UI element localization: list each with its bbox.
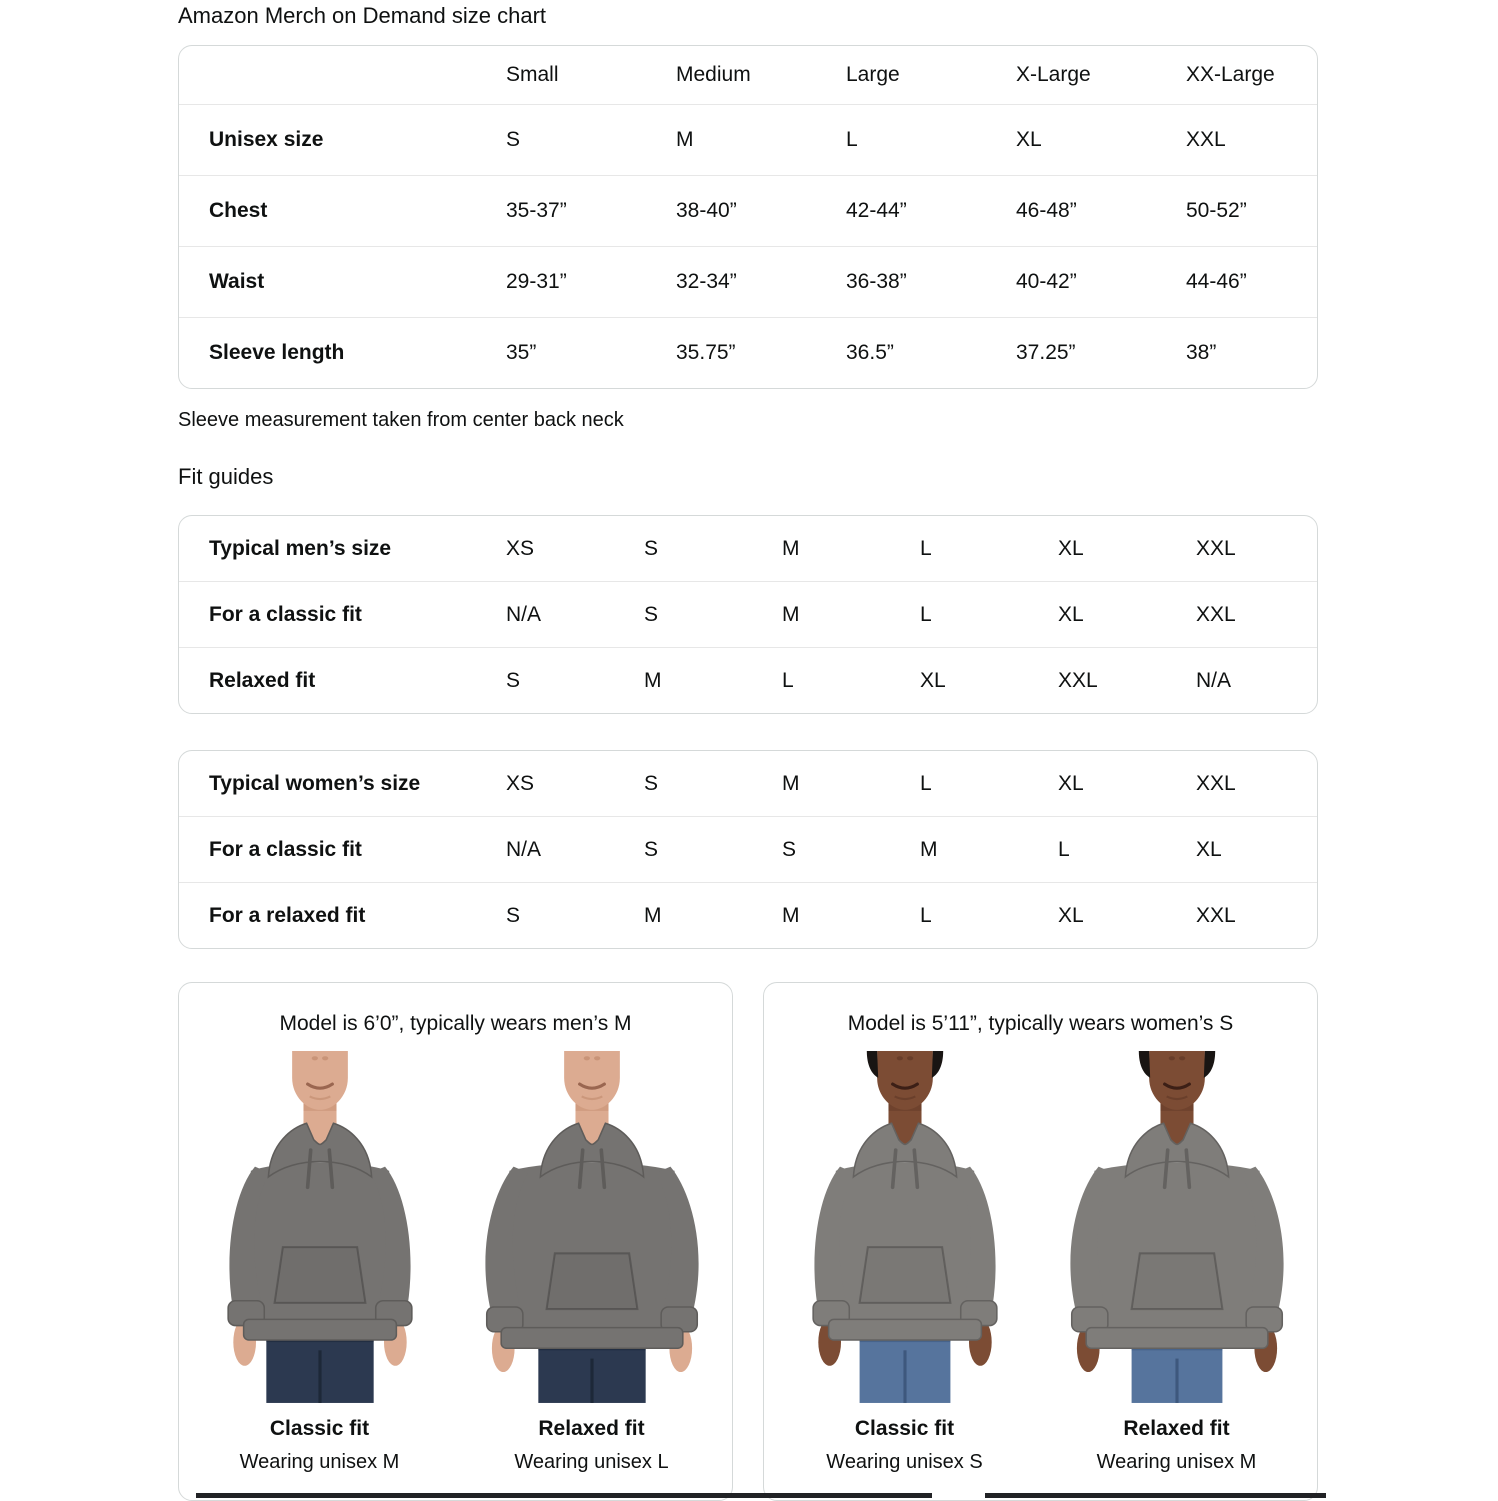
row-label: Sleeve length xyxy=(209,341,345,364)
model-photo xyxy=(1048,1051,1306,1403)
model-figure xyxy=(463,1051,721,1474)
table-row xyxy=(179,104,1317,175)
figure-wearing-label: Wearing unisex L xyxy=(514,1451,669,1473)
figure-fit-label: Relaxed fit xyxy=(1123,1417,1230,1440)
table-cell: 35-37” xyxy=(506,199,567,222)
table-row xyxy=(179,882,1317,948)
table-cell: S xyxy=(506,903,521,927)
table-cell: 32-34” xyxy=(676,270,737,293)
table-cell: XS xyxy=(506,536,535,560)
figures-row xyxy=(776,1051,1306,1474)
model-photo-holder xyxy=(463,1051,721,1403)
figure-fit-label: Classic fit xyxy=(269,1417,370,1440)
figure-wearing-label: Wearing unisex S xyxy=(826,1451,983,1473)
model-photo xyxy=(463,1051,721,1403)
figure-wearing-label: Wearing unisex M xyxy=(239,1451,400,1473)
hoodie-hem xyxy=(501,1328,683,1349)
table-cell: L xyxy=(782,668,794,692)
model-figure xyxy=(776,1051,1034,1474)
row-label: Typical men’s size xyxy=(209,536,392,560)
table-cell: XXL xyxy=(1196,602,1236,626)
table-cell: XL xyxy=(920,668,946,692)
table-cell: M xyxy=(782,602,800,626)
table-cell: N/A xyxy=(506,837,542,861)
table-cell: 36-38” xyxy=(846,270,907,293)
table-cell: M xyxy=(676,128,694,151)
hoodie-pocket xyxy=(546,1253,637,1309)
table-cell: 44-46” xyxy=(1186,270,1247,293)
table-cell: 35” xyxy=(506,341,537,364)
row-label: Waist xyxy=(209,270,265,293)
column-header: Small xyxy=(506,63,559,86)
column-header: Medium xyxy=(676,63,751,86)
model-card-heading: Model is 5’11”, typically wears women’s S xyxy=(847,1012,1234,1035)
table-cell: XXL xyxy=(1196,536,1236,560)
table-row xyxy=(179,317,1317,388)
table-cell: M xyxy=(644,903,662,927)
table-cell: 42-44” xyxy=(846,199,907,222)
table-cell: XXL xyxy=(1196,903,1236,927)
hoodie-hem xyxy=(243,1319,396,1340)
size-chart-table xyxy=(178,45,1318,389)
figure-fit-label: Classic fit xyxy=(854,1417,955,1440)
table-cell: L xyxy=(846,128,858,151)
table-cell: M xyxy=(920,837,938,861)
hoodie-hem xyxy=(828,1319,981,1340)
table-row xyxy=(179,751,1317,816)
size-chart-header-row xyxy=(179,46,1317,104)
column-header: XX-Large xyxy=(1186,63,1275,86)
table-cell: S xyxy=(644,837,659,861)
table-cell: M xyxy=(782,771,800,795)
table-cell: 38-40” xyxy=(676,199,737,222)
model-photo-holder xyxy=(1048,1051,1306,1403)
table-cell: XL xyxy=(1058,903,1084,927)
table-cell: XL xyxy=(1058,771,1084,795)
table-cell: S xyxy=(644,536,659,560)
table-cell: XS xyxy=(506,771,535,795)
row-label: Unisex size xyxy=(209,128,324,151)
row-label: Chest xyxy=(209,199,268,222)
table-cell: 37.25” xyxy=(1016,341,1076,364)
table-cell: 36.5” xyxy=(846,341,894,364)
table-row xyxy=(179,816,1317,882)
table-cell: M xyxy=(782,903,800,927)
table-cell: N/A xyxy=(506,602,542,626)
womens-fit-table xyxy=(178,750,1318,949)
table-cell: S xyxy=(506,668,521,692)
table-cell: XL xyxy=(1058,602,1084,626)
table-cell: S xyxy=(506,128,521,151)
bottom-crop-strip-right xyxy=(985,1493,1326,1498)
figure-fit-label: Relaxed fit xyxy=(538,1417,645,1440)
table-row xyxy=(179,647,1317,713)
model-photo-holder xyxy=(776,1051,1034,1403)
table-cell: M xyxy=(782,536,800,560)
model-photo-holder xyxy=(191,1051,449,1403)
figures-row xyxy=(191,1051,721,1474)
row-label: For a classic fit xyxy=(209,837,362,861)
table-cell: XL xyxy=(1058,536,1084,560)
table-row xyxy=(179,516,1317,581)
table-cell: 40-42” xyxy=(1016,270,1077,293)
table-cell: L xyxy=(1058,837,1070,861)
table-cell: 46-48” xyxy=(1016,199,1077,222)
column-header: X-Large xyxy=(1016,63,1091,86)
table-cell: S xyxy=(644,771,659,795)
table-row xyxy=(179,581,1317,647)
hoodie-hem xyxy=(1086,1328,1268,1349)
table-cell: XL xyxy=(1016,128,1042,151)
table-cell: XXL xyxy=(1058,668,1098,692)
mens-fit-table xyxy=(178,515,1318,714)
model-photo xyxy=(776,1051,1034,1403)
table-cell: M xyxy=(644,668,662,692)
table-cell: XXL xyxy=(1186,128,1226,151)
mens-model-card xyxy=(178,982,733,1501)
table-cell: 35.75” xyxy=(676,341,736,364)
table-cell: 50-52” xyxy=(1186,199,1247,222)
row-label: For a classic fit xyxy=(209,602,362,626)
womens-model-card xyxy=(763,982,1318,1501)
hoodie-pocket xyxy=(859,1247,950,1303)
row-label: Relaxed fit xyxy=(209,668,316,692)
column-header: Large xyxy=(846,63,900,86)
table-cell: L xyxy=(920,536,932,560)
model-figure xyxy=(1048,1051,1306,1474)
model-card-heading: Model is 6’0”, typically wears men’s M xyxy=(279,1012,632,1035)
table-cell: XL xyxy=(1196,837,1222,861)
bottom-crop-strip-left xyxy=(196,1493,932,1498)
table-cell: XXL xyxy=(1196,771,1236,795)
page-title: Amazon Merch on Demand size chart xyxy=(178,3,547,28)
row-label: For a relaxed fit xyxy=(209,903,366,927)
table-cell: L xyxy=(920,771,932,795)
size-chart-page xyxy=(178,0,1318,1501)
hoodie-pocket xyxy=(1131,1253,1222,1309)
table-cell: 38” xyxy=(1186,341,1217,364)
sleeve-note: Sleeve measurement taken from center back neck xyxy=(178,409,624,431)
table-cell: 29-31” xyxy=(506,270,567,293)
table-cell: S xyxy=(782,837,797,861)
row-label: Typical women’s size xyxy=(209,771,421,795)
table-cell: N/A xyxy=(1196,668,1232,692)
fit-guides-heading: Fit guides xyxy=(178,464,274,489)
model-photo xyxy=(191,1051,449,1403)
hoodie-pocket xyxy=(274,1247,365,1303)
table-row xyxy=(179,175,1317,246)
model-cards-row xyxy=(178,982,1318,1501)
model-figure xyxy=(191,1051,449,1474)
table-row xyxy=(179,246,1317,317)
table-cell: S xyxy=(644,602,659,626)
figure-wearing-label: Wearing unisex M xyxy=(1096,1451,1257,1473)
table-cell: L xyxy=(920,602,932,626)
table-cell: L xyxy=(920,903,932,927)
